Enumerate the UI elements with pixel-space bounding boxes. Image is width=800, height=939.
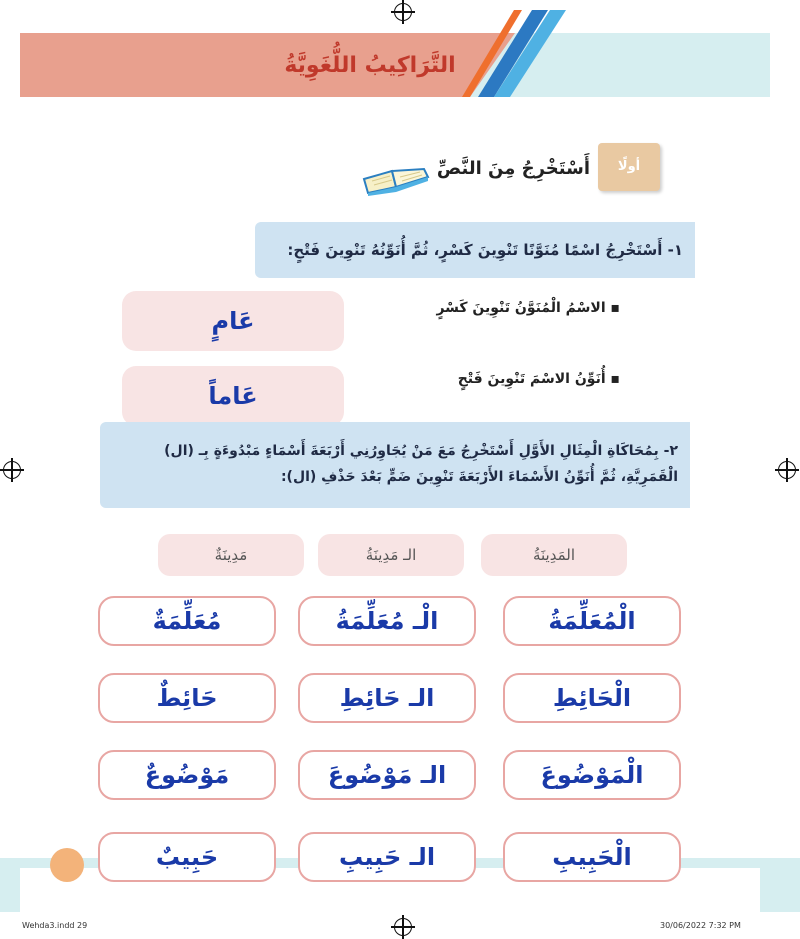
table-cell[interactable]: الـ حَبِيبِ <box>298 832 476 882</box>
table-cell[interactable]: حَبِيبٌ <box>98 832 276 882</box>
column-header: مَدِينَةٌ <box>158 534 304 576</box>
question-1: ١- أَسْتَخْرِجُ اسْمًا مُنَوَّنًا تَنْوِينَ كَسْرٍ، ثُمَّ أُنَوِّنُهُ تَنْوِينَ فَتْحٍ: <box>255 222 695 278</box>
answer-box-2[interactable]: عَاماً <box>122 366 344 426</box>
table-cell[interactable]: الْحَائِطِ <box>503 673 681 723</box>
footer-timestamp: 30/06/2022 7:32 PM <box>660 921 741 930</box>
question-2-line-1: ٢- بِمُحَاكَاةِ الْمِثَالِ الأَوَّلِ أَسْتَخْرِجُ مَعَ مَنْ يُجَاوِرُنِي أَرْبَعَةَ أَسْمَاءٍ مَبْدُوءَةٍ بِـ (ال) <box>164 443 678 459</box>
column-header: المَدِينَةُ <box>481 534 627 576</box>
page-title: التَّرَاكِيبُ اللُّغَوِيَّةُ <box>284 53 456 78</box>
bullet-1: ▪ الاسْمُ الْمُنَوَّنُ تَنْوِينَ كَسْرٍ <box>436 300 620 316</box>
table-cell[interactable]: الـ مَوْضُوعَ <box>298 750 476 800</box>
footer-file-name: Wehda3.indd 29 <box>22 921 88 930</box>
registration-mark-icon <box>394 918 412 936</box>
table-cell[interactable]: مَوْضُوعٌ <box>98 750 276 800</box>
table-cell[interactable]: مُعَلِّمَةٌ <box>98 596 276 646</box>
question-2-line-2: الْقَمَرِيَّةِ، ثُمَّ أُنَوِّنُ الأَسْمَاءَ الأَرْبَعَةَ تَنْوِينَ ضَمٍّ بَعْدَ حَذْفِ (ال): <box>280 469 678 485</box>
table-cell[interactable]: الْمُعَلِّمَةُ <box>503 596 681 646</box>
table-cell[interactable]: حَائِطٌ <box>98 673 276 723</box>
column-header: الـ مَدِينَةُ <box>318 534 464 576</box>
book-icon <box>362 165 430 197</box>
registration-mark-icon <box>394 3 412 21</box>
table-cell[interactable]: الْـ مُعَلِّمَةُ <box>298 596 476 646</box>
table-cell[interactable]: الْمَوْضُوعَ <box>503 750 681 800</box>
section-heading: أَسْتَخْرِجُ مِنَ النَّصِّ <box>436 158 590 179</box>
bottom-orange-circle-icon <box>50 848 84 882</box>
table-cell[interactable]: الْحَبِيبِ <box>503 832 681 882</box>
answer-box-1[interactable]: عَامٍ <box>122 291 344 351</box>
question-2 <box>100 422 690 508</box>
registration-mark-icon <box>778 461 796 479</box>
registration-mark-icon <box>3 461 21 479</box>
bullet-2: ▪ أُنَوِّنُ الاسْمَ تَنْوِينَ فَتْحٍ <box>457 371 620 387</box>
table-cell[interactable]: الـ حَائِطِ <box>298 673 476 723</box>
section-tag: أولًا <box>598 143 660 191</box>
